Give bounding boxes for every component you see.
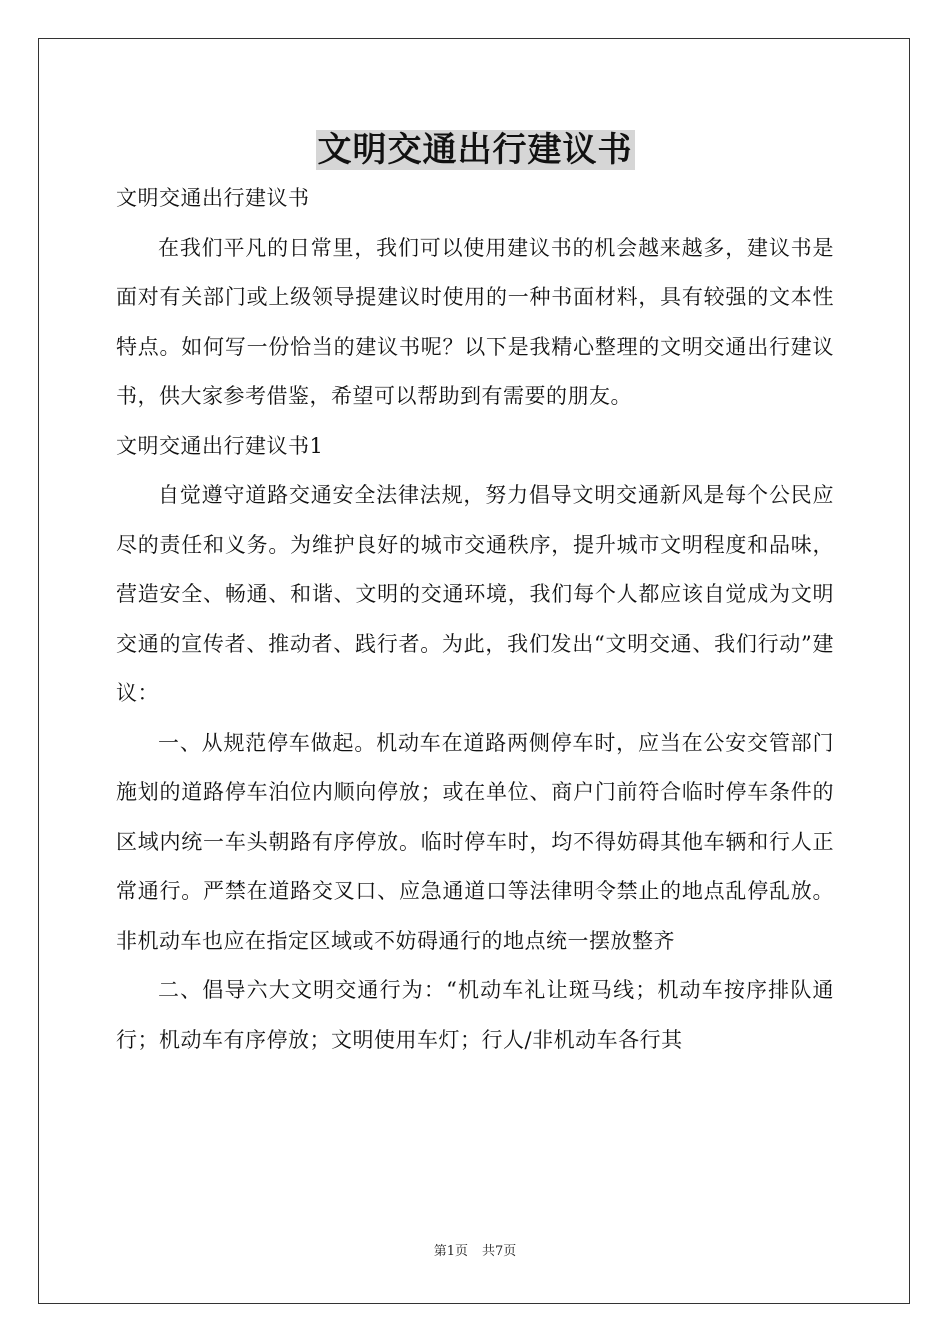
paragraph-heading: 文明交通出行建议书	[116, 186, 310, 210]
page-total: 共7页	[482, 1244, 517, 1259]
paragraph-item-1: 一、从规范停车做起。机动车在道路两侧停车时，应当在公安交管部门施划的道路停车泊位内顺向停放；或在单位、商户门前符合临时停车条件的区域内统一车头朝路有序停放。临时停车时，均不得妨碍其他车辆和行人正常通行。严禁在道路交叉口、应急通道口等法律明令禁止的地点乱停乱放。非机动车也应在指定区域或不妨碍通行的地点统一摆放整齐	[116, 730, 834, 953]
document-title	[0, 126, 950, 174]
paragraph-body: 自觉遵守道路交通安全法律法规，努力倡导文明交通新风是每个公民应尽的责任和义务。为维护良好的城市交通秩序，提升城市文明程度和品味，营造安全、畅通、和谐、文明的交通环境，我们每个人都应该自觉成为文明交通的宣传者、推动者、践行者。为此，我们发出“文明交通、我们行动”建议：	[116, 483, 834, 705]
page-number: 第1页	[433, 1244, 468, 1259]
document-body	[116, 174, 834, 1065]
page-footer	[0, 1242, 950, 1262]
paragraph-item-2: 二、倡导六大文明交通行为：“机动车礼让斑马线；机动车按序排队通行；机动车有序停放；文明使用车灯；行人/非机动车各行其	[116, 978, 834, 1052]
document-title-text: 文明交通出行建议书	[317, 130, 633, 170]
paragraph-intro: 在我们平凡的日常里，我们可以使用建议书的机会越来越多，建议书是面对有关部门或上级领导提建议时使用的一种书面材料，具有较强的文本性特点。如何写一份恰当的建议书呢？以下是我精心整理的文明交通出行建议书，供大家参考借鉴，希望可以帮助到有需要的朋友。	[116, 235, 834, 408]
paragraph-section-heading: 文明交通出行建议书1	[116, 433, 324, 458]
